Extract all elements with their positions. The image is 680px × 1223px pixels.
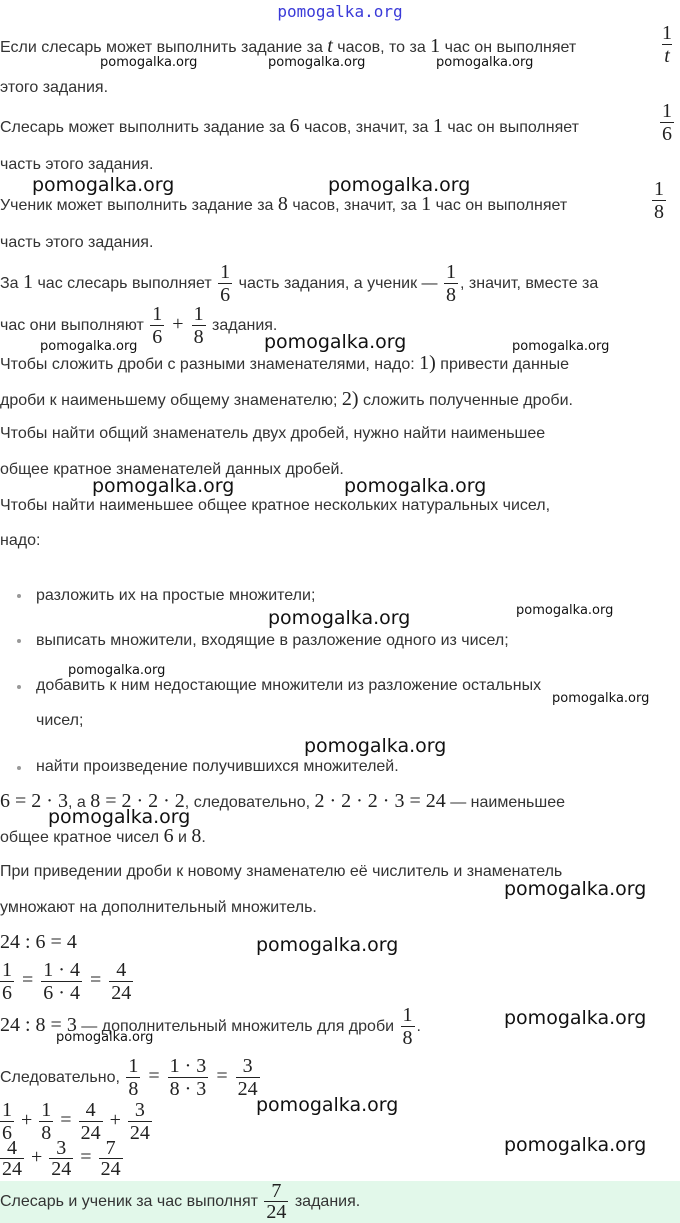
math: 8 <box>277 193 288 215</box>
numerator: 1 <box>41 1099 52 1122</box>
paragraph-8-line-2 <box>0 826 206 848</box>
numerator: 1 · 3 <box>169 1055 207 1078</box>
watermark: pomogalka.org <box>256 1094 399 1116</box>
math: 24 : 8 = 3 <box>0 1014 77 1036</box>
denominator: 24 <box>2 1158 22 1181</box>
numerator: 1 <box>2 959 12 982</box>
watermark: pomogalka.org <box>268 607 411 629</box>
watermark: pomogalka.org <box>504 878 647 900</box>
denominator: 6 <box>152 326 163 349</box>
math: = <box>60 1109 72 1131</box>
paragraph-6-line-2: общее кратное знаменателей данных дробей. <box>0 461 344 478</box>
fraction <box>126 1055 140 1100</box>
watermark: pomogalka.org <box>56 1030 154 1045</box>
numerator: 7 <box>105 1137 116 1160</box>
text: дроби к наименьшему общему знаменателю; <box>0 392 342 409</box>
watermark: pomogalka.org <box>504 1134 647 1156</box>
watermark: pomogalka.org <box>68 663 166 678</box>
paragraph-5-line-2 <box>0 389 573 411</box>
math: 2 · 2 · 2 · 3 = 24 <box>314 790 446 812</box>
text: , а <box>67 794 91 811</box>
paragraph-9-line-2: умножают на дополнительный множитель. <box>0 899 317 916</box>
fraction <box>168 1055 209 1100</box>
text: час он выполняет <box>442 119 579 136</box>
site-header-logo[interactable]: pomogalka.org <box>277 2 403 21</box>
bullet-icon <box>17 594 21 598</box>
numerator: 1 <box>662 100 672 122</box>
text: привести данные <box>435 356 570 373</box>
paragraph-6: Чтобы найти общий знаменатель двух дробей, нужно найти наименьшее <box>0 425 546 442</box>
text: . <box>416 1018 421 1035</box>
math: 6 <box>163 825 174 847</box>
fraction <box>150 303 164 348</box>
list-item: выписать множители, входящие в разложение одного из чисел; <box>36 632 509 649</box>
paragraph-1-end: этого задания. <box>0 79 109 96</box>
watermark: pomogalka.org <box>552 691 650 706</box>
fraction <box>109 959 133 1004</box>
denominator: 8 <box>654 201 664 223</box>
numerator: 3 <box>134 1099 145 1122</box>
math: = <box>216 1065 228 1087</box>
text: общее кратное чисел <box>0 829 164 846</box>
watermark: pomogalka.org <box>436 55 534 70</box>
denominator: 24 <box>237 1078 258 1101</box>
fraction <box>128 1099 152 1144</box>
fraction <box>264 1181 288 1222</box>
denominator: 8 <box>41 1122 52 1145</box>
math: 8 <box>191 825 202 847</box>
bullet-icon <box>17 685 21 689</box>
text: — наименьшее <box>445 794 566 811</box>
equation-fractions-1 <box>0 956 135 1006</box>
paragraph-5 <box>0 353 569 375</box>
list-item: разложить их на простые множители; <box>36 587 316 604</box>
math: 1 <box>23 271 34 293</box>
watermark: pomogalka.org <box>344 475 487 497</box>
numerator: 1 <box>220 261 231 284</box>
watermark: pomogalka.org <box>48 806 191 828</box>
paragraph-3-end: часть этого задания. <box>0 234 154 251</box>
numerator: 1 <box>193 303 204 326</box>
math: 6 <box>289 115 300 137</box>
math: + <box>31 1146 43 1168</box>
text: , значит, вместе за <box>460 275 599 292</box>
denominator: t <box>664 45 670 67</box>
bullet-icon <box>17 766 21 770</box>
denominator: 6 <box>662 123 672 145</box>
fraction <box>99 1138 123 1179</box>
watermark: pomogalka.org <box>32 174 175 196</box>
denominator: 8 <box>446 284 456 307</box>
text: час они выполняют <box>0 317 144 334</box>
numerator: 1 <box>152 303 163 326</box>
math: 2) <box>341 388 359 410</box>
watermark: pomogalka.org <box>100 55 198 70</box>
numerator: 3 <box>56 1137 67 1160</box>
watermark: pomogalka.org <box>512 339 610 354</box>
math: = <box>22 969 34 991</box>
denominator: 24 <box>51 1158 72 1181</box>
math: 1 <box>421 193 432 215</box>
denominator: 6 <box>2 982 12 1005</box>
watermark: pomogalka.org <box>328 174 471 196</box>
denominator: 24 <box>111 982 132 1005</box>
denominator: 6 <box>2 1122 12 1145</box>
fraction <box>192 303 206 348</box>
math: + <box>21 1109 33 1131</box>
list-item: найти произведение получившихся множителей. <box>36 758 399 775</box>
math: 6 = 2 · 3 <box>0 790 68 812</box>
equation-fractions-2 <box>0 1052 262 1102</box>
equation-fractions-4 <box>0 1134 125 1182</box>
fraction <box>49 1138 73 1179</box>
denominator: 8 <box>193 326 204 349</box>
paragraph-9: При приведении дроби к новому знаменателю её числитель и знаменатель <box>0 863 563 880</box>
numerator: 4 <box>116 959 127 982</box>
fraction <box>41 959 82 1004</box>
numerator: 7 <box>271 1180 282 1203</box>
math: 8 = 2 · 2 · 2 <box>90 790 185 812</box>
math: 1) <box>419 352 436 374</box>
denominator: 8 <box>128 1078 139 1101</box>
text: Слесарь и ученик за час выполнят <box>0 1193 258 1210</box>
text: задания. <box>294 1193 361 1210</box>
text: задания. <box>212 317 278 334</box>
denominator: 6 · 4 <box>43 982 80 1005</box>
watermark: pomogalka.org <box>40 339 138 354</box>
text: , следовательно, <box>184 794 315 811</box>
text: Следовательно, <box>0 1069 120 1086</box>
numerator: 1 <box>402 1004 413 1027</box>
text: Чтобы сложить дроби с разными знаменателями, надо: <box>0 356 420 373</box>
text: часов, значит, за <box>299 119 433 136</box>
text: часов, значит, за <box>287 197 422 214</box>
denominator: 24 <box>129 1122 150 1145</box>
text: час он выполняет <box>440 39 577 56</box>
list-item: добавить к ним недостающие множители из разложение остальных <box>36 677 542 694</box>
denominator: 24 <box>80 1122 101 1145</box>
math: + <box>109 1109 121 1131</box>
fraction <box>660 100 674 145</box>
math: = <box>89 969 102 991</box>
text: Если слесарь может выполнить задание за <box>0 39 328 56</box>
watermark: pomogalka.org <box>92 475 235 497</box>
denominator: 24 <box>266 1201 287 1223</box>
bullet-icon <box>17 639 21 643</box>
numerator: 3 <box>242 1055 253 1078</box>
text: . <box>201 829 206 846</box>
numerator: 1 <box>128 1055 139 1078</box>
answer-box <box>0 1181 680 1223</box>
math: 1 <box>430 35 441 57</box>
numerator: 4 <box>85 1099 96 1122</box>
paragraph-7-line-2: надо: <box>0 532 41 549</box>
fraction <box>0 959 14 1004</box>
numerator: 1 · 4 <box>43 959 80 982</box>
fraction <box>0 1138 24 1179</box>
text: час он выполняет <box>431 197 568 214</box>
watermark: pomogalka.org <box>264 331 407 353</box>
fraction <box>660 22 674 67</box>
numerator: 1 <box>2 1099 12 1122</box>
watermark: pomogalka.org <box>304 735 447 757</box>
math: + <box>172 313 184 335</box>
list-item-continued: чисел; <box>36 712 84 729</box>
denominator: 8 · 3 <box>169 1078 207 1101</box>
paragraph-2 <box>0 116 579 138</box>
paragraph-7: Чтобы найти наименьшее общее кратное нескольких натуральных чисел, <box>0 497 551 514</box>
paragraph-2-end: часть этого задания. <box>0 156 154 173</box>
text: часть задания, а ученик — <box>238 275 438 292</box>
paragraph-3 <box>0 194 567 216</box>
text: Ученик может выполнить задание за <box>0 197 278 214</box>
numerator: 1 <box>446 261 456 284</box>
numerator: 4 <box>7 1137 17 1160</box>
watermark: pomogalka.org <box>504 1007 647 1029</box>
text: сложить полученные дроби. <box>358 392 573 409</box>
answer-text <box>0 1181 360 1223</box>
watermark: pomogalka.org <box>256 934 399 956</box>
watermark: pomogalka.org <box>516 603 614 618</box>
text: За <box>0 275 24 292</box>
math: t <box>327 35 333 57</box>
text: часов, то за <box>332 39 431 56</box>
watermark: pomogalka.org <box>268 55 366 70</box>
equation: 24 : 6 = 4 <box>0 931 77 953</box>
math: = <box>148 1065 160 1087</box>
text: Слесарь может выполнить задание за <box>0 119 290 136</box>
text: — дополнительный множитель для дроби <box>76 1018 395 1035</box>
text: и <box>173 829 192 846</box>
fraction <box>444 261 458 306</box>
denominator: 24 <box>100 1158 121 1181</box>
denominator: 6 <box>220 284 231 307</box>
math: = <box>80 1146 92 1168</box>
fraction <box>652 178 666 223</box>
fraction <box>401 1004 415 1049</box>
numerator: 1 <box>654 178 664 200</box>
math: 1 <box>432 115 443 137</box>
text: час слесарь выполняет <box>33 275 212 292</box>
denominator: 8 <box>402 1027 413 1050</box>
numerator: 1 <box>662 22 672 44</box>
